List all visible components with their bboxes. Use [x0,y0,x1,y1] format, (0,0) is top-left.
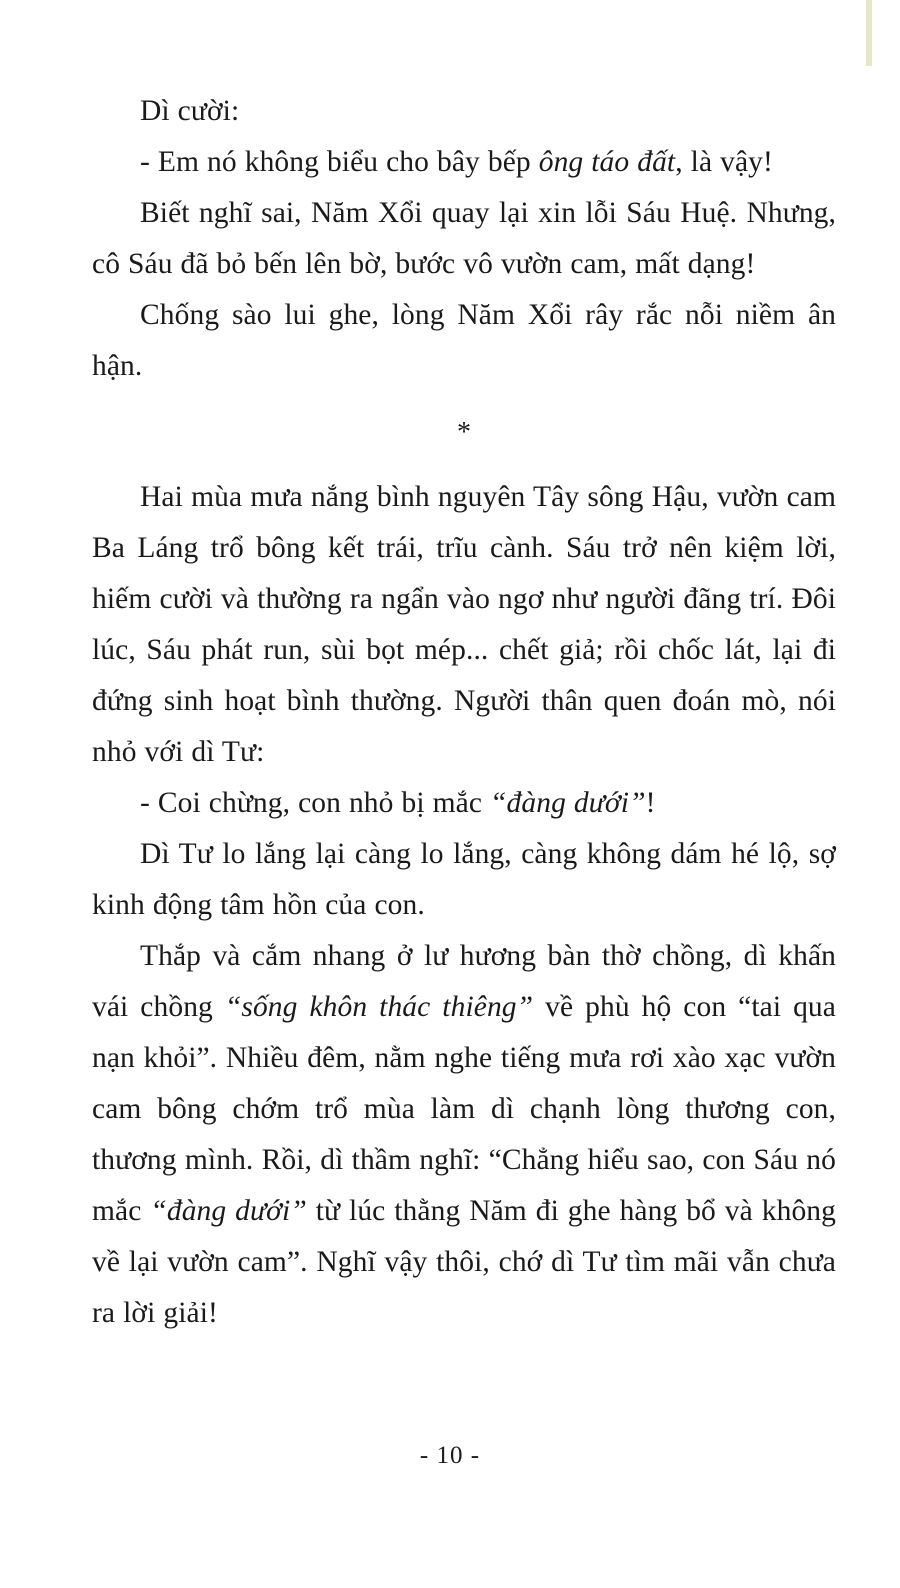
paragraph-group-two [92,472,836,1339]
text-run: - Em nó không biểu cho bây bếp [140,146,539,178]
italic-phrase: ông táo đất [538,146,676,178]
text-run: Chống sào lui ghe, lòng Năm Xổi rây rắc nỗi niềm ân hận. [92,299,836,382]
text-run: - Coi chừng, con nhỏ bị mắc [140,787,491,819]
italic-phrase: “sống khôn thác thiêng” [224,991,534,1023]
paragraph [92,472,836,778]
paragraph [92,931,836,1339]
paragraph [92,778,836,829]
text-run: Dì Tư lo lắng lại càng lo lắng, càng không dám hé lộ, sợ kinh động tâm hồn của con. [92,838,836,921]
page-number: - 10 - [419,1442,481,1469]
page-text-body [92,86,836,1339]
paragraph-group-one [92,86,836,392]
italic-phrase: “đàng dưới” [150,1195,307,1227]
text-run: Dì cười: [140,95,240,127]
section-separator: * [457,417,471,448]
text-run: Hai mùa mưa nắng bình nguyên Tây sông Hậu, vườn cam Ba Láng trổ bông kết trái, trĩu cành. Sáu trở nên kiệm lời, hiếm cười và thường ra ngẩn vào ngơ như người đãng trí. Đôi lúc, Sáu phát run, sùi bọt mép... chết giả; rồi chốc lát, lại đi đứng sinh hoạt bình thường. Người thân quen đoán mò, nói nhỏ với dì Tư: [92,481,836,768]
text-run: về phù hộ con “tai qua nạn khỏi”. Nhiều đêm, nằm nghe tiếng mưa rơi xào xạc vườn cam bông chớm trổ mùa làm dì chạnh lòng thương con, thương mình. Rồi, dì thầm nghĩ: “Chẳng hiểu sao, con Sáu nó mắc [92,991,836,1227]
text-run: từ lúc thằng Năm đi ghe hàng bổ và không về lại vườn cam”. Nghĩ vậy thôi, chớ dì Tư tìm mãi vẫn chưa ra lời giải! [92,1195,836,1329]
scan-edge-mark [866,0,872,66]
text-run: Thắp và cắm nhang ở lư hương bàn thờ chồng, dì khấn vái chồng [92,940,836,1023]
paragraph [92,137,836,188]
paragraph [92,829,836,931]
text-run: Biết nghĩ sai, Năm Xổi quay lại xin lỗi Sáu Huệ. Nhưng, cô Sáu đã bỏ bến lên bờ, bước vô vườn cam, mất dạng! [92,197,836,280]
paragraph [92,86,836,137]
italic-phrase: “đàng dưới” [490,787,646,819]
paragraph [92,188,836,290]
page-left-margin [0,0,5,1588]
paragraph [92,290,836,392]
text-run: , là vậy! [675,146,773,178]
text-run: ! [645,787,656,819]
